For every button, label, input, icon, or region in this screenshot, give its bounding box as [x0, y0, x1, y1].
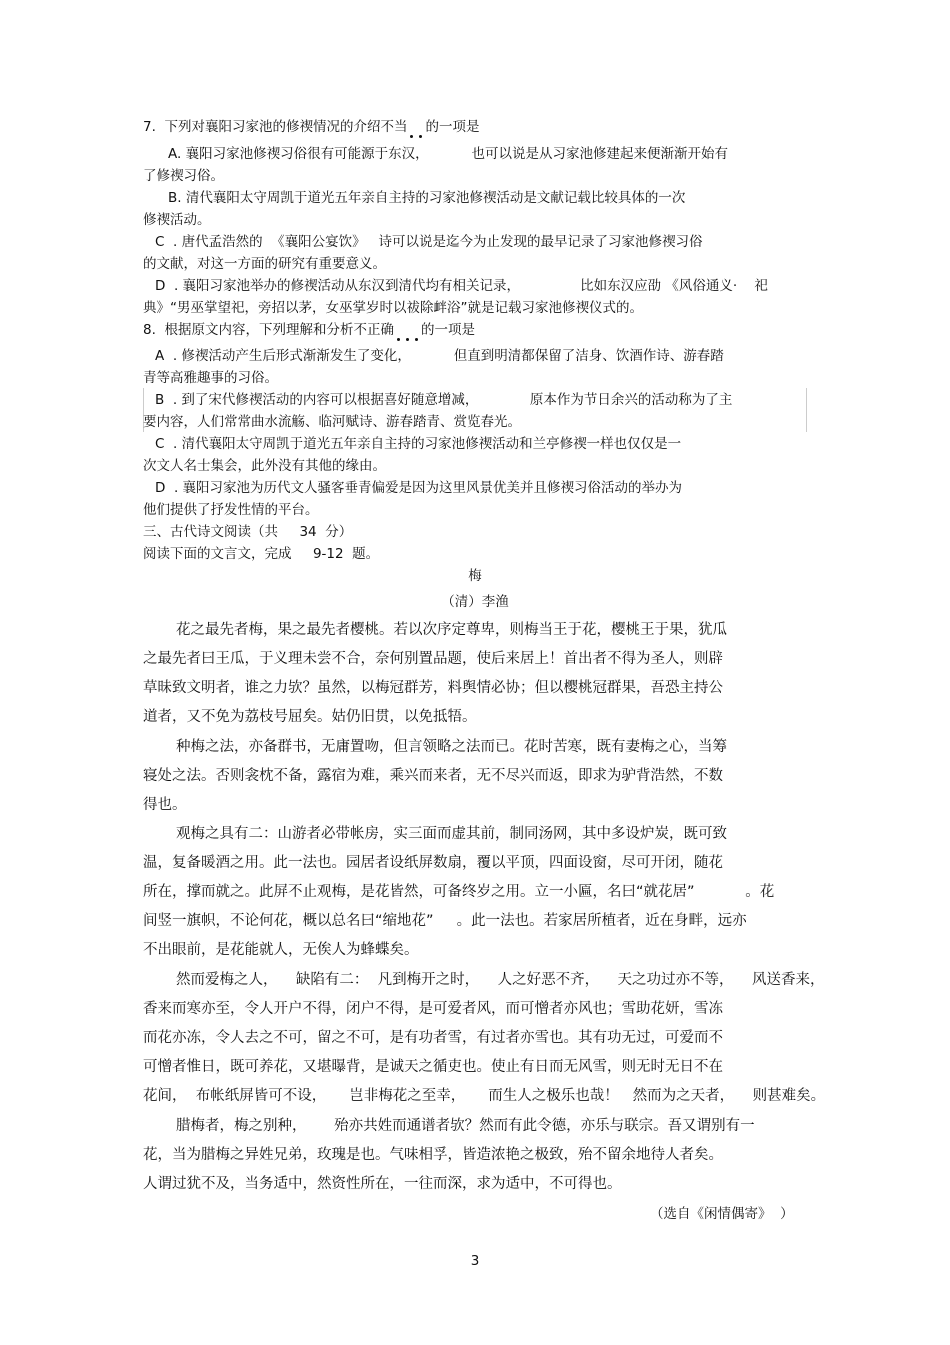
- q8-option-d-line2: 他们提供了抒发性情的平台。: [143, 502, 319, 518]
- essay-line: 间竖一旗帜，不论何花，概以总名曰“缩地花” 。此一法也。若家居所植者，近在身畔，远亦: [143, 913, 747, 929]
- q8-option-a-line1: A . 修禊活动产生后形式渐渐发生了变化， 但直到明清都保留了洁身、饮酒作诗、游春踏: [155, 348, 724, 364]
- essay-source: （选自《闲情偶寄》 ）: [650, 1206, 794, 1222]
- essay-line: 花之最先者梅，果之最先者樱桃。若以次序定尊卑，则梅当王于花，樱桃王于果，犹瓜: [176, 622, 727, 638]
- essay-line: 花间， 布帐纸屏皆可不设， 岂非梅花之至幸， 而生人之极乐也哉！ 然而为之天者， 则甚难矣。: [143, 1088, 826, 1104]
- q7-option-d-line1: D . 襄阳习家池举办的修禊活动从东汉到清代均有相关记录， 比如东汉应劭 《风俗通义· 祀: [155, 278, 768, 294]
- q8-option-b-line1: B . 到了宋代修禊活动的内容可以根据喜好随意增减， 原本作为节日余兴的活动称为了主: [155, 392, 733, 408]
- essay-line: 而花亦冻，令人去之不可，留之不可，是有功者雪，有过者亦雪也。其有功无过，可爱而不: [143, 1030, 723, 1046]
- essay-line: 种梅之法，亦备群书，无庸置吻，但言领略之法而已。花时苦寒，既有妻梅之心，当筹: [176, 739, 727, 755]
- essay-title: 梅: [468, 568, 482, 584]
- essay-line: 得也。: [143, 797, 187, 813]
- q8-option-a-line2: 青等高雅趣事的习俗。: [143, 370, 278, 386]
- q8-option-c-line2: 次文人名士集会，此外没有其他的缘由。: [143, 458, 386, 474]
- q7-option-a-line2: 了修禊习俗。: [143, 168, 224, 184]
- section-heading: 三、古代诗文阅读（共 34 分）: [143, 524, 353, 540]
- q8-option-c-line1: C . 清代襄阳太守周凯于道光五年亲自主持的习家池修禊活动和兰亭修禊一样也仅仅是一: [155, 436, 682, 452]
- page-number: 3: [470, 1253, 480, 1269]
- essay-line: 草昧致文明者，谁之力欤？虽然，以梅冠群芳，料舆情必协；但以樱桃冠群果，吾恐主持公: [143, 680, 723, 696]
- essay-line: 之最先者曰王瓜，于义理未尝不合，奈何别置品题，使后来居上！首出者不得为圣人，则辟: [143, 651, 723, 667]
- essay-line: 所在，撑而就之。此屏不止观梅，是花皆然，可备终岁之用。立一小匾，名曰“就花居” 。花: [143, 884, 775, 900]
- question-8-stem: [143, 321, 475, 339]
- essay-line: 寝处之法。否则衾枕不备，露宿为难，乘兴而来者，无不尽兴而返，即求为驴背浩然，不数: [143, 768, 723, 784]
- essay-line: 腊梅者，梅之别种， 殆亦共姓而通谱者欤？然而有此令德，亦乐与联宗。吾又谓别有一: [176, 1118, 755, 1134]
- margin-line-right: [806, 388, 807, 432]
- q8-option-d-line1: D . 襄阳习家池为历代文人骚客垂青偏爱是因为这里风景优美并且修禊习俗活动的举办为: [155, 480, 683, 496]
- question-7-stem-text: 7. 下列对襄阳习家池的修禊情况的介绍不当: [143, 119, 408, 135]
- q7-option-b-line2: 修禊活动。: [143, 212, 211, 228]
- essay-line: 人谓过犹不及，当务适中，然资性所在，一往而深，求为适中，不可得也。: [143, 1176, 622, 1192]
- q7-option-c-line2: 的文献，对这一方面的研究有重要意义。: [143, 256, 386, 272]
- essay-line: 观梅之具有二：山游者必带帐房，实三面而虚其前，制同汤网，其中多设炉炭，既可致: [176, 826, 727, 842]
- emphasis-dots: [407, 121, 425, 139]
- emphasis-dots: [394, 324, 421, 342]
- q7-option-a-line1: A. 襄阳习家池修禊习俗很有可能源于东汉， 也可以说是从习家池修建起来便渐渐开始有: [168, 146, 728, 162]
- essay-line: 不出眼前，是花能就人，无俟人为蜂蝶矣。: [143, 942, 419, 958]
- essay-author: （清）李渔: [441, 594, 509, 610]
- section-instruction: 阅读下面的文言文，完成 9-12 题。: [143, 546, 380, 562]
- essay-line: 花，当为腊梅之异姓兄弟，玫瑰是也。气味相孚，皆造浓艳之极致，殆不留余地待人者矣。: [143, 1147, 723, 1163]
- essay-line: 可憎者惟日，既可养花，又堪曝背，是诚天之循吏也。使止有日而无风雪，则无时无日不在: [143, 1059, 723, 1075]
- essay-line: 温，复备暖酒之用。此一法也。园居者设纸屏数扇，覆以平顶，四面设窗，尽可开闭，随花: [143, 855, 723, 871]
- essay-line: 香来而寒亦至，令人开户不得，闭户不得，是可爱者风，而可憎者亦风也；雪助花妍，雪冻: [143, 1001, 723, 1017]
- q8-option-b-line2: 要内容，人们常常曲水流觞、临河赋诗、游春踏青、赏览春光。: [143, 414, 521, 430]
- essay-line: 然而爱梅之人， 缺陷有二： 凡到梅开之时， 人之好恶不齐， 天之功过亦不等， 风送香来，: [176, 972, 825, 988]
- q7-option-d-line2: 典》“男巫掌望祀，旁招以茅，女巫掌岁时以祓除衅浴”就是记载习家池修禊仪式的。: [143, 300, 643, 316]
- q7-option-c-line1: C . 唐代孟浩然的 《襄阳公宴饮》 诗可以说是迄今为止发现的最早记录了习家池修禊习俗: [155, 234, 703, 250]
- question-8-stem-text: 8. 根据原文内容，下列理解和分析不正确: [143, 322, 394, 338]
- question-7-stem-tail: 的一项是: [425, 119, 480, 135]
- question-8-stem-tail: 的一项是: [420, 322, 475, 338]
- q7-option-b-line1: B. 清代襄阳太守周凯于道光五年亲自主持的习家池修禊活动是文献记载比较具体的一次: [168, 190, 686, 206]
- essay-line: 道者，又不免为荔枝号屈矣。姑仍旧贯，以免抵牾。: [143, 709, 477, 725]
- question-7-stem: [143, 118, 479, 136]
